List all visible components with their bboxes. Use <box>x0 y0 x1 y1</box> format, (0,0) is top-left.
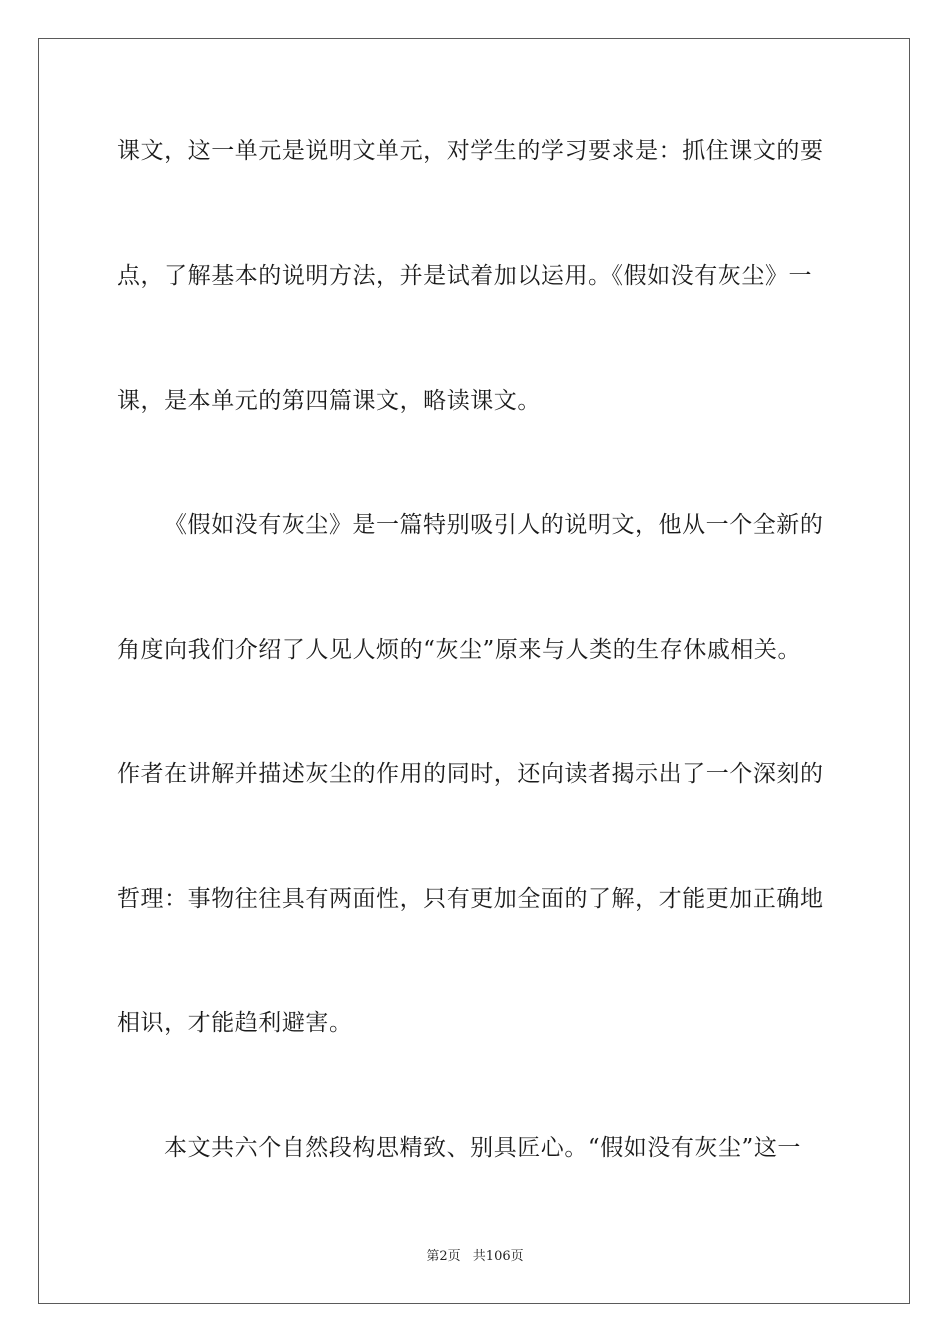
text-line-4: 《假如没有灰尘》是一篇特别吸引人的说明文，他从一个全新的 <box>164 512 824 538</box>
page-number: 第2页 <box>426 1249 461 1264</box>
text-line-9: 本文共六个自然段构思精致、别具匠心。“假如没有灰尘”这一 <box>164 1135 801 1161</box>
text-line-8: 相识，才能趋利避害。 <box>117 1010 353 1036</box>
total-pages: 共106页 <box>472 1249 524 1264</box>
page-footer <box>0 1245 950 1264</box>
text-line-6: 作者在讲解并描述灰尘的作用的同时，还向读者揭示出了一个深刻的 <box>117 761 824 787</box>
page-border <box>38 38 910 1304</box>
text-line-7: 哲理：事物往往具有两面性，只有更加全面的了解，才能更加正确地 <box>117 886 824 912</box>
text-line-2: 点，了解基本的说明方法，并是试着加以运用。《假如没有灰尘》一 <box>117 263 812 289</box>
text-line-5: 角度向我们介绍了人见人烦的“灰尘”原来与人类的生存休戚相关。 <box>117 637 802 663</box>
text-line-1: 课文，这一单元是说明文单元，对学生的学习要求是：抓住课文的要 <box>117 138 824 164</box>
text-line-3: 课，是本单元的第四篇课文，略读课文。 <box>117 388 541 414</box>
